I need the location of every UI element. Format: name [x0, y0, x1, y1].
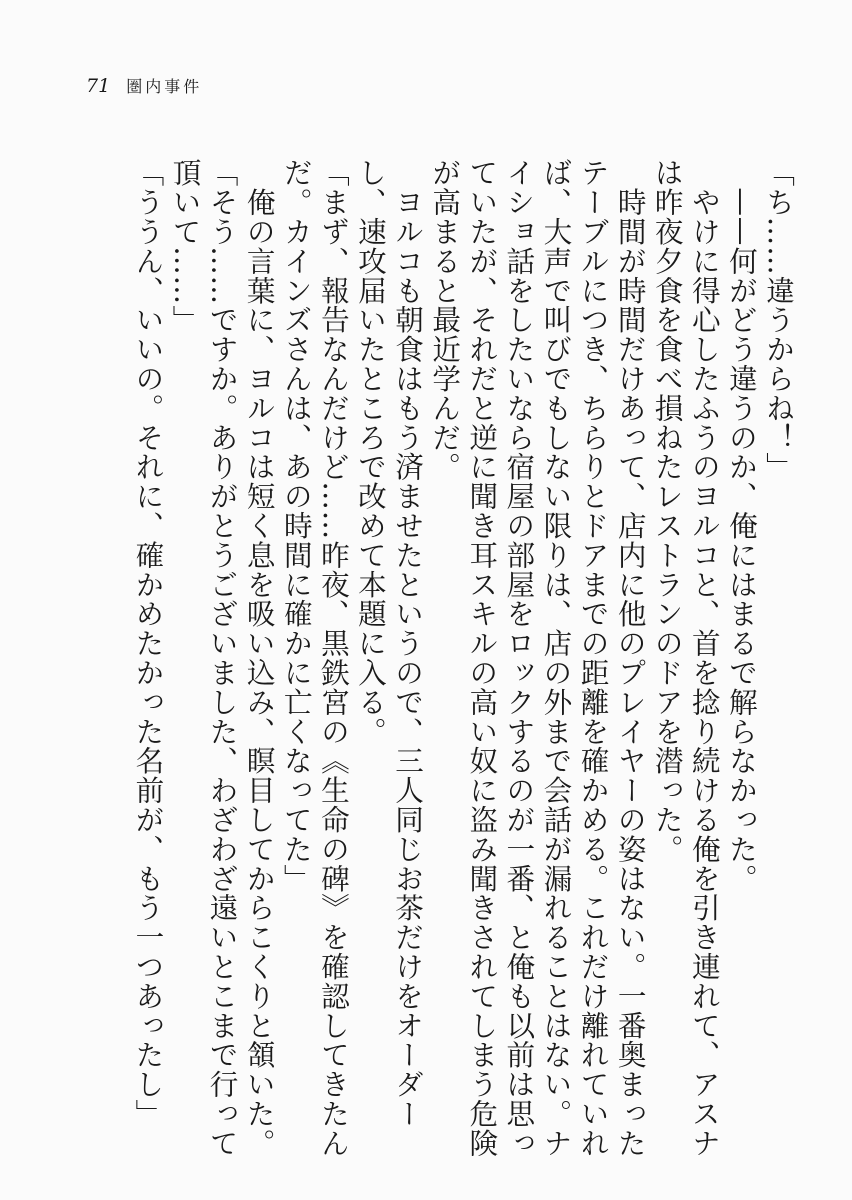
running-title: 圏内事件: [126, 77, 203, 96]
paragraph: ヨルコも朝食はもう済ませたというので、三人同じお茶だけをオーダーし、速攻届いたところで改めて本題に入る。: [353, 158, 426, 1129]
paragraph: 「ううん、いいの。それに、確かめたかった名前が、もう一つあったし」: [131, 158, 166, 1129]
paragraph: ——何がどう違うのか、俺にはまるで解らなかった。: [724, 158, 759, 893]
paragraph: 時間が時間だけあって、店内に他のプレイヤーの姿はない。一番奥まったテーブルにつき、ちらりとドアまでの距離を確かめる。これだけ離れていれば、大声で叫びでもしない限りは、店の外まで会話が漏れることはない。ナイショ話をしたいなら宿屋の部屋をロックするのが一番、と俺も以前は思っていたが、それだと逆に聞き耳スキルの高い奴に盗み聞きされてしまう危険が高まると最近学んだ。: [428, 158, 648, 1158]
paragraph: 「ち……違うからね！」: [762, 158, 796, 482]
paragraph: 俺の言葉に、ヨルコは短く息を吸い込み、瞑目してからこくりと頷いた。: [242, 158, 277, 1158]
paragraph: 「そう……ですか。ありがとうございました、わざわざ遠いとこまで行って頂いて……」: [168, 158, 240, 1158]
paragraph: やけに得心したふうのヨルコと、首を捻り続ける俺を引き連れて、アスナは昨夜夕食を食べ損ねたレストランのドアを潜った。: [650, 158, 722, 1158]
page-header: [86, 74, 202, 97]
paragraph: 「まず、報告なんだけど……昨夜、黒鉄宮の《生命の碑》を確認してきたんだ。カインズさんは、あの時間に確かに亡くなってた」: [279, 158, 351, 1158]
vertical-body-text: [85, 158, 797, 1158]
page-number: 71: [86, 75, 111, 97]
